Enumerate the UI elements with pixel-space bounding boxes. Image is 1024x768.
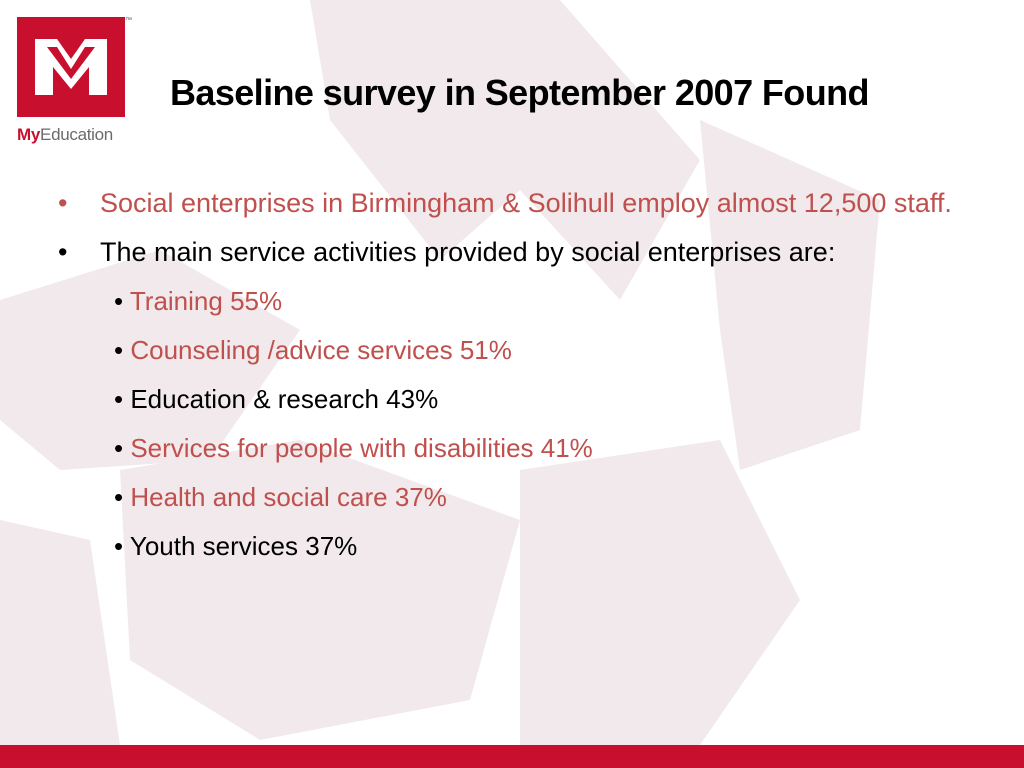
sub-bullet-dot: • — [114, 531, 124, 561]
sub-bullet-item — [58, 284, 978, 318]
footer-bar — [0, 745, 1024, 768]
sub-bullet-item — [58, 480, 978, 514]
sub-bullet-text: Training 55% — [129, 286, 283, 316]
logo-wordmark-prefix: My — [17, 125, 41, 144]
logo-wordmark — [17, 125, 113, 145]
myeducation-m-logo-icon — [17, 17, 125, 117]
sub-bullet-text: Youth services 37% — [129, 531, 358, 561]
bullet-list — [58, 186, 978, 578]
trademark-mark: ™ — [125, 17, 132, 24]
slide-title: Baseline survey in September 2007 Found — [170, 72, 869, 113]
sub-bullet-item — [58, 333, 978, 367]
bullet-item — [58, 235, 978, 269]
sub-bullet-item — [58, 382, 978, 416]
bullet-text: The main service activities provided by social enterprises are: — [100, 237, 836, 267]
logo-wordmark-suffix: Education — [40, 125, 113, 144]
bullet-dot: • — [58, 188, 68, 218]
bullet-dot: • — [58, 237, 68, 267]
sub-bullet-dot: • — [114, 384, 124, 414]
sub-bullet-text: Health and social care 37% — [130, 482, 447, 512]
myeducation-logo — [17, 17, 133, 152]
sub-bullet-item — [58, 431, 978, 465]
sub-bullet-dot: • — [114, 335, 124, 365]
sub-bullet-dot: • — [114, 286, 124, 316]
sub-bullet-dot: • — [114, 482, 124, 512]
sub-bullet-item — [58, 529, 978, 563]
sub-bullet-text: Services for people with disabilities 41% — [130, 433, 593, 463]
bullet-item — [58, 186, 978, 220]
bullet-text: Social enterprises in Birmingham & Solihull employ almost 12,500 staff. — [100, 188, 952, 218]
sub-bullet-text: Counseling /advice services 51% — [130, 335, 512, 365]
sub-bullet-dot: • — [114, 433, 124, 463]
sub-bullet-text: Education & research 43% — [130, 384, 439, 414]
